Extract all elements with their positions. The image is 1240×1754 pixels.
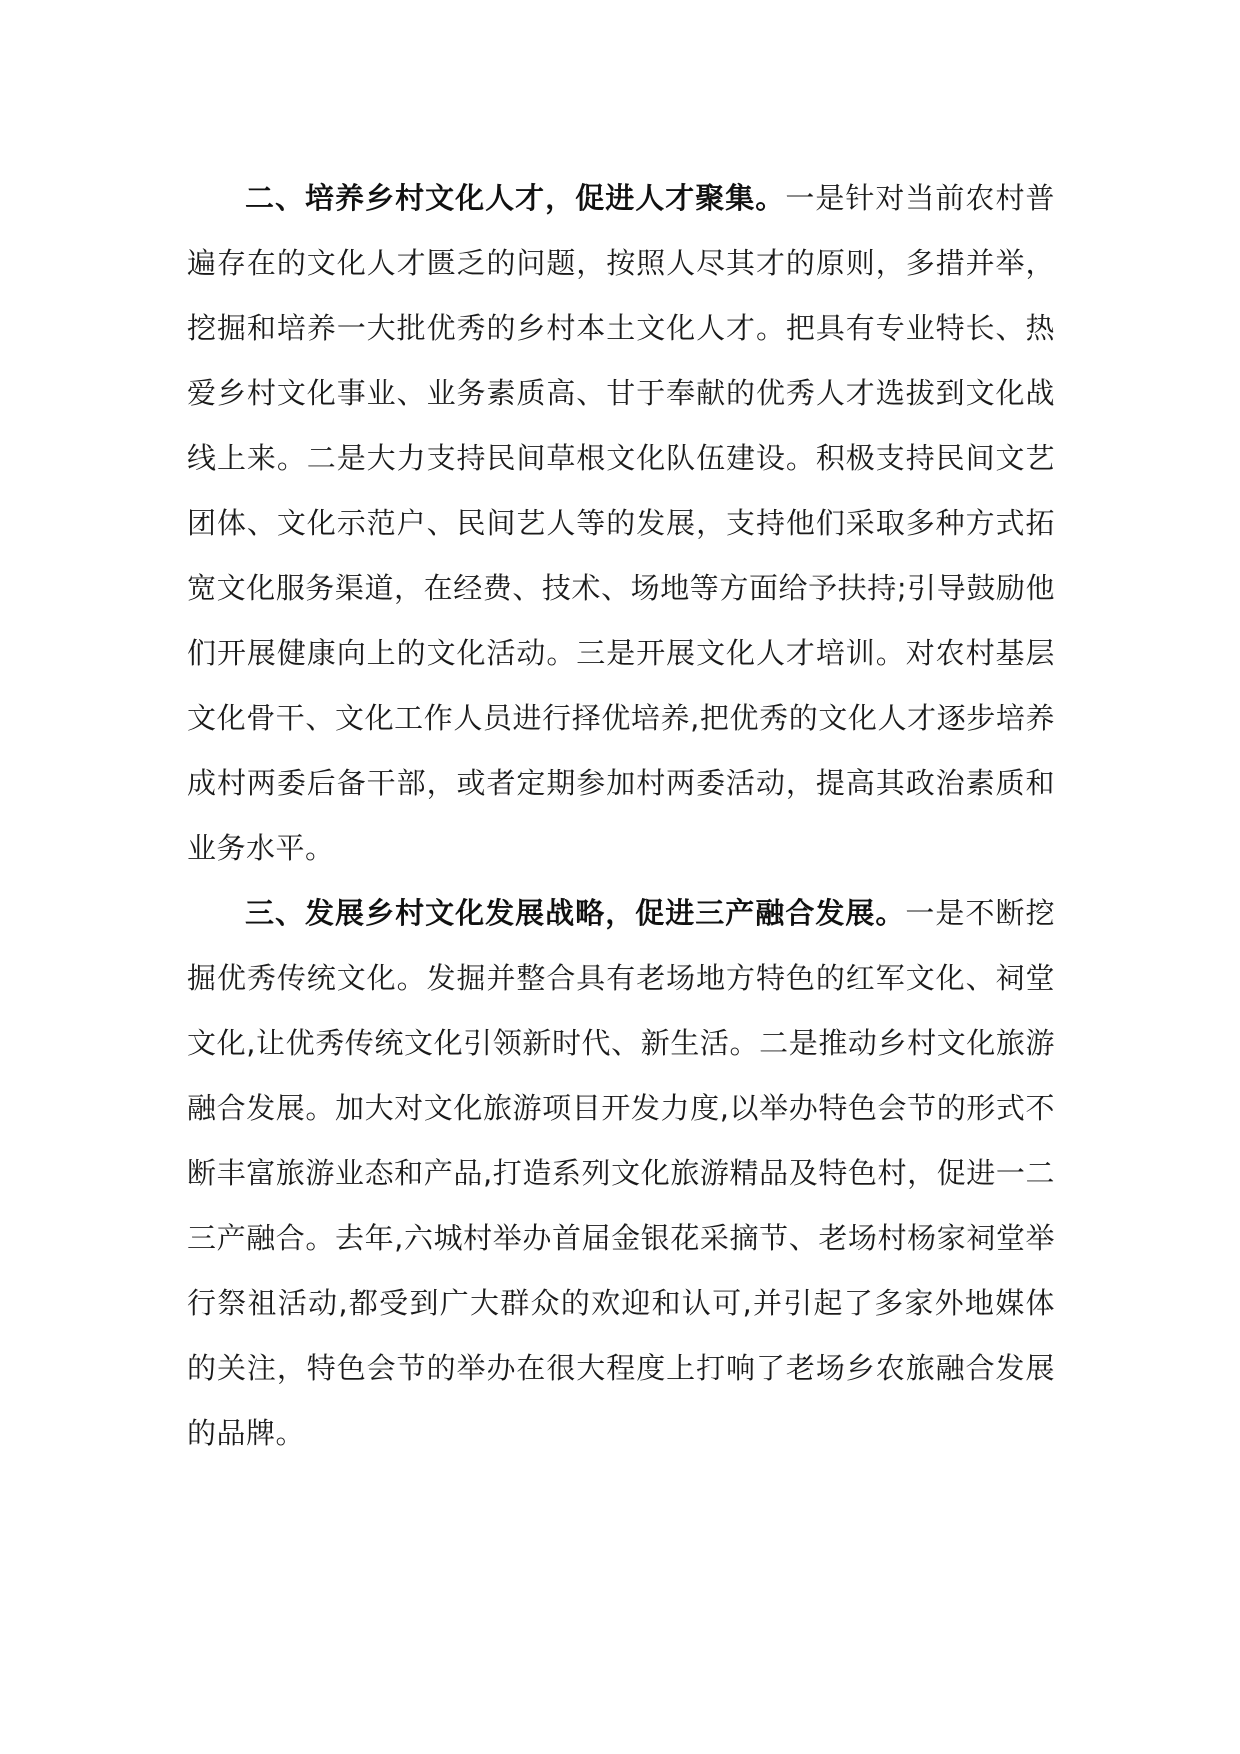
paragraph-text: 一是针对当前农村普遍存在的文化人才匮乏的问题，按照人尽其才的原则，多措并举，挖掘和培养一大批优秀的乡村本土文化人才。把具有专业特长、热爱乡村文化事业、业务素质高、甘于奉献的优秀人才选拔到文化战线上来。二是大力支持民间草根文化队伍建设。积极支持民间文艺团体、文化示范户、民间艺人等的发展，支持他们采取多种方式拓宽文化服务渠道，在经费、技术、场地等方面给予扶持;引导鼓励他们开展健康向上的文化活动。三是开展文化人才培训。对农村基层文化骨干、文化工作人员进行择优培养,把优秀的文化人才逐步培养成村两委后备干部，或者定期参加村两委活动，提高其政治素质和业务水平。 bbox=[187, 181, 1055, 865]
paragraph-talent bbox=[187, 166, 1055, 881]
paragraph-heading: 二、培养乡村文化人才，促进人才聚集。 bbox=[245, 181, 786, 215]
paragraph-heading: 三、发展乡村文化发展战略，促进三产融合发展。 bbox=[245, 896, 906, 930]
paragraph-text: 一是不断挖掘优秀传统文化。发掘并整合具有老场地方特色的红军文化、祠堂文化,让优秀传统文化引领新时代、新生活。二是推动乡村文化旅游融合发展。加大对文化旅游项目开发力度,以举办特色会节的形式不断丰富旅游业态和产品,打造系列文化旅游精品及特色村，促进一二三产融合。去年,六城村举办首届金银花采摘节、老场村杨家祠堂举行祭祖活动,都受到广大群众的欢迎和认可,并引起了多家外地媒体的关注，特色会节的举办在很大程度上打响了老场乡农旅融合发展的品牌。 bbox=[187, 896, 1055, 1450]
document-body bbox=[187, 166, 1055, 1466]
paragraph-strategy bbox=[187, 881, 1055, 1466]
